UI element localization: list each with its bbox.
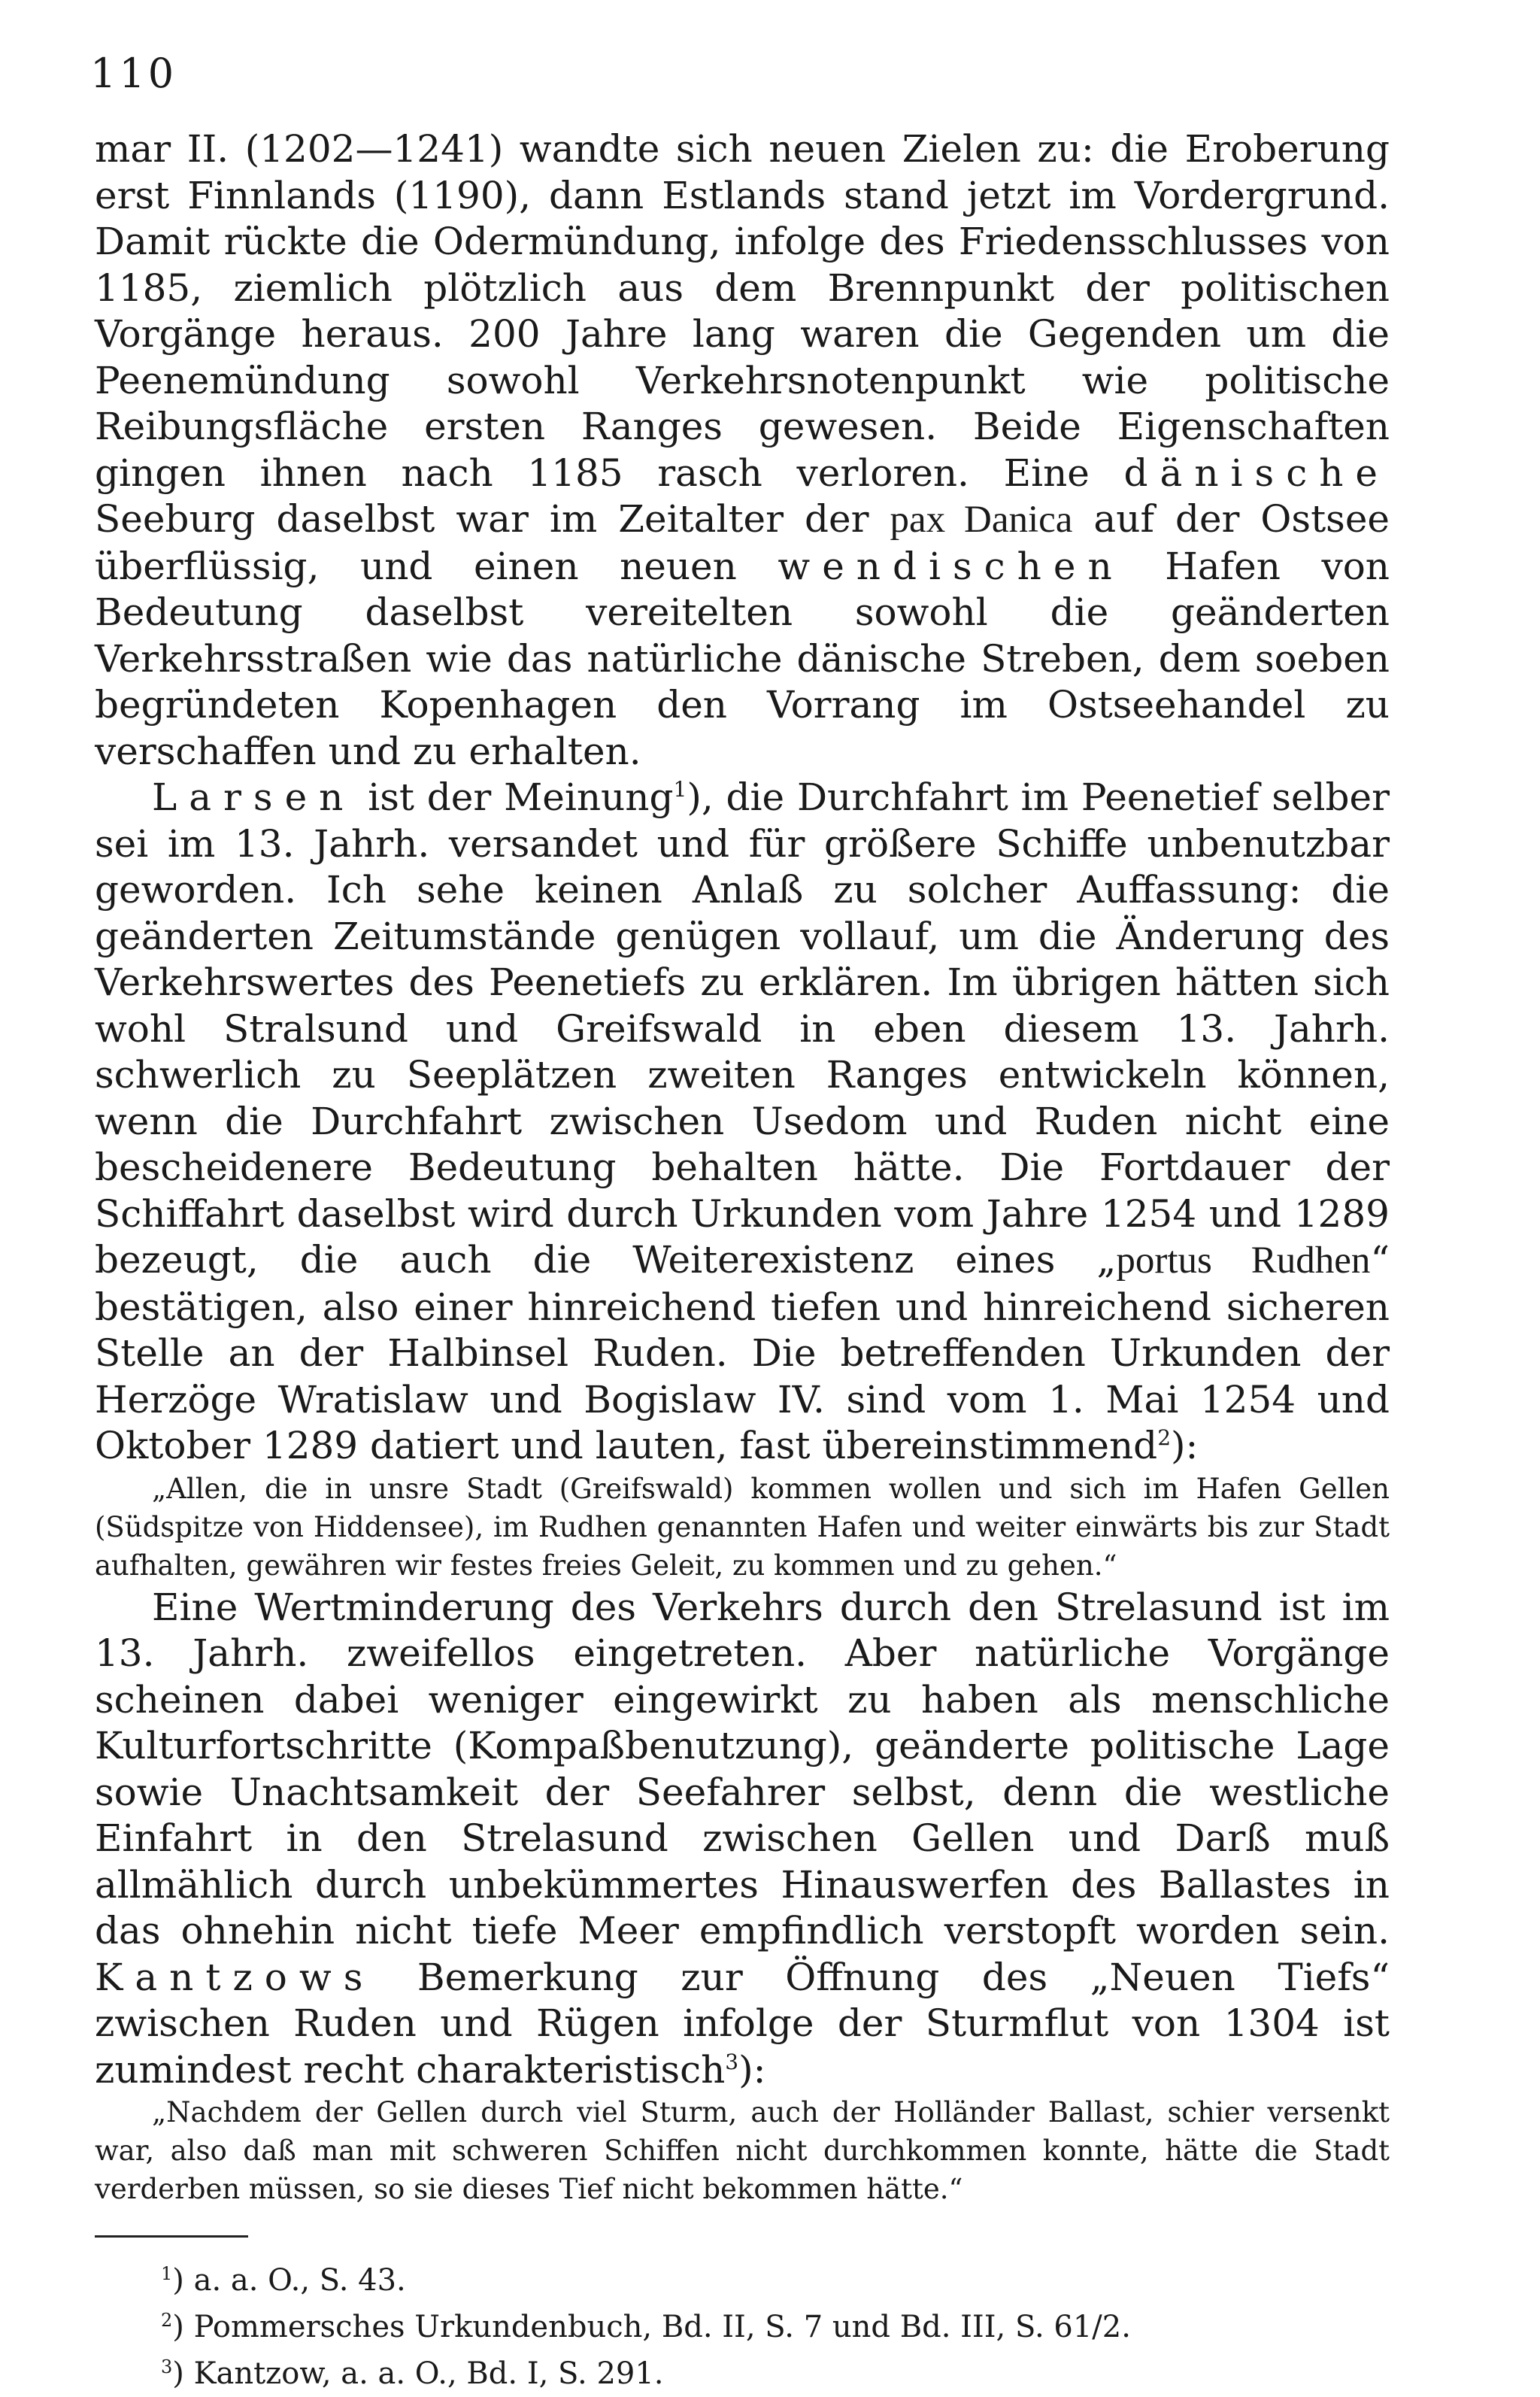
- page-number: 110: [90, 50, 177, 97]
- text-run: Seeburg daselbst war im Zeitalter der: [95, 497, 890, 541]
- text-run: mar II. (1202—1241) wandte sich neuen Zielen zu: die Eroberung erst Finnlands (1190), dann Estlands stand jetzt im Vordergrund. Damit rückte die Odermündung, infolge des Friedensschlusses von 1185, ziemlich plötzlich aus dem Brennpunkt der politischen Vorgänge heraus. 200 Jahre lang waren die Gegenden um die Peenemündung sowohl Verkehrsnotenpunkt wie politische Reibungsfläche ersten Ranges gewesen. Beide Eigenschaften gingen ihnen nach 1185 rasch verloren. Eine: [95, 127, 1390, 495]
- footnote-text: ) a. a. O., S. 43.: [172, 2263, 406, 2298]
- paragraph-3: [95, 1585, 1390, 2094]
- footnote-divider: [95, 2235, 248, 2238]
- footnote-3: [161, 2350, 1390, 2397]
- footnote-mark: 1: [161, 2263, 173, 2284]
- text-run: “ bestätigen, also einer hinreichend tiefen und hinreichend sicheren Stelle an der Halbinsel Ruden. Die betreffenden Urkunden der Herzöge Wratislaw und Bogislaw IV. sind vom 1. Mai 1254 und Oktober 1289 datiert und lauten, fast übereinstimmend: [95, 1238, 1390, 1467]
- footnote-text: ) Pommersches Urkundenbuch, Bd. II, S. 7 und Bd. III, S. 61/2.: [172, 2310, 1131, 2344]
- paragraph-1: [95, 126, 1390, 775]
- text-run: auf der Ostsee überflüssig, und einen neuen: [95, 497, 1390, 588]
- latin-phrase: portus Rudhen: [1116, 1239, 1371, 1282]
- footnote-ref-2[interactable]: 2: [1157, 1425, 1172, 1450]
- text-run: ist der Meinung: [355, 775, 674, 819]
- spaced-word: wendischen: [778, 544, 1124, 588]
- footnotes: [95, 2257, 1390, 2397]
- text-run: Eine Wertminderung des Verkehrs durch den Strelasund ist im 13. Jahrh. zweifellos eingetreten. Aber natürliche Vorgänge scheinen dabei weniger eingewirkt zu haben als menschliche Kulturfortschritte (Kompaßbenutzung), geänderte politische Lage sowie Unachtsamkeit der Seefahrer selbst, denn die westliche Einfahrt in den Strelasund zwischen Gellen und Darß muß allmählich durch unbekümmertes Hinauswerfen des Ballastes in das ohnehin nicht tiefe Meer empfindlich verstopft worden sein.: [95, 1585, 1390, 1952]
- text-run: ):: [738, 2047, 766, 2092]
- spaced-word: dänische: [1123, 451, 1390, 495]
- footnote-text: ) Kantzow, a. a. O., Bd. I, S. 291.: [172, 2356, 664, 2391]
- page-body: [95, 126, 1390, 2397]
- text-run: Bemerkung zur Öffnung des „Neuen Tiefs“ zwischen Ruden und Rügen infolge der Sturmflut von 1304 ist zumindest recht charakteristisch: [95, 1955, 1390, 2092]
- text-run: ), die Durchfahrt im Peenetief selber sei im 13. Jahrh. versandet und für größere Schiffe unbenutzbar geworden. Ich sehe keinen Anlaß zu solcher Auffassung: die geänderten Zeitumstände genügen vollauf, um die Änderung des Verkehrswertes des Peenetiefs zu erklären. Im übrigen hätten sich wohl Stralsund und Greifswald in eben diesem 13. Jahrh. schwerlich zu Seeplätzen zweiten Ranges entwickeln können, wenn die Durchfahrt zwischen Usedom und Ruden nicht eine bescheidenere Bedeutung behalten hätte. Die Fortdauer der Schiffahrt daselbst wird durch Urkunden vom Jahre 1254 und 1289 bezeugt, die auch die Weiterexistenz eines „: [95, 775, 1390, 1282]
- footnote-1: [161, 2257, 1390, 2304]
- latin-phrase: pax Danica: [890, 499, 1073, 541]
- footnote-2: [161, 2304, 1390, 2350]
- block-quote-2: „Nachdem der Gellen durch viel Sturm, auch der Holländer Ballast, schier versenkt war, also daß man mit schweren Schiffen nicht durchkommen konnte, hätte die Stadt verderben müssen, so sie dieses Tief nicht bekommen hätte.“: [95, 2096, 1390, 2205]
- block-quote-1: „Allen, die in unsre Stadt (Greifswald) kommen wollen und sich im Hafen Gellen (Südspitze von Hiddensee), im Rudhen genannten Hafen und weiter einwärts bis zur Stadt aufhalten, gewähren wir festes freies Geleit, zu kommen und zu gehen.“: [95, 1472, 1390, 1582]
- paragraph-2: [95, 775, 1390, 1470]
- author-name: Larsen: [152, 775, 356, 819]
- footnote-ref-1[interactable]: 1: [673, 777, 687, 802]
- author-name: Kantzows: [95, 1955, 375, 1999]
- footnote-mark: 2: [161, 2310, 173, 2331]
- text-run: Hafen von Bedeutung daselbst vereitelten sowohl die geänderten Verkehrsstraßen wie das natürliche dänische Streben, dem soeben begründeten Kopenhagen den Vorrang im Ostseehandel zu verschaffen und zu erhalten.: [95, 544, 1390, 773]
- footnote-ref-3[interactable]: 3: [725, 2049, 739, 2074]
- footnote-mark: 3: [161, 2356, 173, 2377]
- text-run: ):: [1171, 1424, 1199, 1467]
